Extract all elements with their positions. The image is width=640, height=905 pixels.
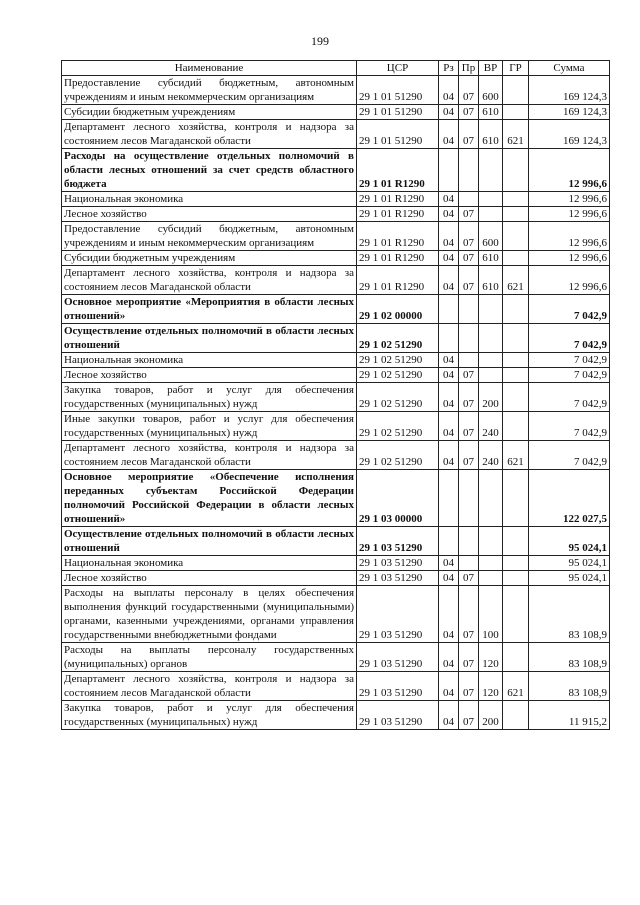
cell-gr: 621 xyxy=(503,441,529,470)
cell-rz xyxy=(439,295,459,324)
table-row xyxy=(62,672,610,701)
cell-name: Лесное хозяйство xyxy=(62,571,357,586)
cell-rz xyxy=(439,527,459,556)
cell-sum: 11 915,2 xyxy=(529,701,610,730)
cell-pr: 07 xyxy=(459,266,479,295)
cell-pr: 07 xyxy=(459,441,479,470)
cell-vr: 120 xyxy=(479,672,503,701)
cell-gr xyxy=(503,527,529,556)
cell-vr xyxy=(479,556,503,571)
cell-rz: 04 xyxy=(439,222,459,251)
cell-rz: 04 xyxy=(439,586,459,643)
cell-sum: 7 042,9 xyxy=(529,324,610,353)
cell-pr: 07 xyxy=(459,586,479,643)
cell-gr xyxy=(503,192,529,207)
cell-name: Национальная экономика xyxy=(62,556,357,571)
table-row xyxy=(62,586,610,643)
table-row xyxy=(62,105,610,120)
cell-vr xyxy=(479,470,503,527)
cell-pr: 07 xyxy=(459,368,479,383)
cell-pr xyxy=(459,149,479,192)
cell-rz: 04 xyxy=(439,412,459,441)
cell-csr: 29 1 01 R1290 xyxy=(357,207,439,222)
table-header-row xyxy=(62,61,610,76)
cell-csr: 29 1 02 51290 xyxy=(357,368,439,383)
cell-gr xyxy=(503,295,529,324)
cell-gr xyxy=(503,222,529,251)
cell-rz: 04 xyxy=(439,383,459,412)
cell-vr: 600 xyxy=(479,76,503,105)
cell-csr: 29 1 03 51290 xyxy=(357,571,439,586)
table-row xyxy=(62,527,610,556)
cell-pr: 07 xyxy=(459,643,479,672)
cell-sum: 95 024,1 xyxy=(529,556,610,571)
cell-gr xyxy=(503,368,529,383)
cell-rz: 04 xyxy=(439,76,459,105)
cell-vr: 610 xyxy=(479,105,503,120)
cell-gr: 621 xyxy=(503,266,529,295)
cell-name: Осуществление отдельных полномочий в области лесных отношений xyxy=(62,324,357,353)
table-row xyxy=(62,571,610,586)
budget-table xyxy=(61,60,610,730)
header-pr: Пр xyxy=(459,61,479,76)
cell-rz: 04 xyxy=(439,207,459,222)
cell-name: Субсидии бюджетным учреждениям xyxy=(62,105,357,120)
cell-csr: 29 1 01 51290 xyxy=(357,120,439,149)
cell-rz xyxy=(439,470,459,527)
header-csr: ЦСР xyxy=(357,61,439,76)
cell-csr: 29 1 03 51290 xyxy=(357,701,439,730)
cell-rz: 04 xyxy=(439,105,459,120)
cell-vr xyxy=(479,368,503,383)
cell-gr xyxy=(503,105,529,120)
cell-rz: 04 xyxy=(439,571,459,586)
cell-gr xyxy=(503,701,529,730)
table-row xyxy=(62,76,610,105)
table-row xyxy=(62,295,610,324)
cell-csr: 29 1 01 51290 xyxy=(357,105,439,120)
cell-name: Закупка товаров, работ и услуг для обеспечения государственных (муниципальных) нужд xyxy=(62,701,357,730)
cell-gr xyxy=(503,556,529,571)
cell-pr xyxy=(459,527,479,556)
cell-gr xyxy=(503,571,529,586)
cell-name: Департамент лесного хозяйства, контроля и надзора за состоянием лесов Магаданской области xyxy=(62,120,357,149)
cell-csr: 29 1 01 R1290 xyxy=(357,266,439,295)
cell-name: Лесное хозяйство xyxy=(62,207,357,222)
table-row xyxy=(62,701,610,730)
cell-sum: 83 108,9 xyxy=(529,586,610,643)
cell-vr xyxy=(479,192,503,207)
table-row xyxy=(62,353,610,368)
cell-csr: 29 1 03 51290 xyxy=(357,527,439,556)
header-vr: ВР xyxy=(479,61,503,76)
cell-name: Осуществление отдельных полномочий в области лесных отношений xyxy=(62,527,357,556)
cell-csr: 29 1 02 51290 xyxy=(357,412,439,441)
cell-sum: 12 996,6 xyxy=(529,251,610,266)
cell-sum: 169 124,3 xyxy=(529,76,610,105)
table-row xyxy=(62,266,610,295)
cell-csr: 29 1 02 51290 xyxy=(357,353,439,368)
cell-pr xyxy=(459,470,479,527)
cell-pr xyxy=(459,556,479,571)
cell-vr xyxy=(479,353,503,368)
cell-sum: 83 108,9 xyxy=(529,672,610,701)
cell-csr: 29 1 03 00000 xyxy=(357,470,439,527)
cell-vr: 240 xyxy=(479,441,503,470)
cell-name: Департамент лесного хозяйства, контроля и надзора за состоянием лесов Магаданской области xyxy=(62,441,357,470)
table-row xyxy=(62,251,610,266)
cell-name: Департамент лесного хозяйства, контроля и надзора за состоянием лесов Магаданской области xyxy=(62,672,357,701)
cell-sum: 7 042,9 xyxy=(529,383,610,412)
cell-vr: 120 xyxy=(479,643,503,672)
cell-csr: 29 1 01 R1290 xyxy=(357,149,439,192)
table-row xyxy=(62,222,610,251)
cell-name: Расходы на осуществление отдельных полномочий в области лесных отношений за счет средств областного бюджета xyxy=(62,149,357,192)
cell-csr: 29 1 03 51290 xyxy=(357,586,439,643)
cell-rz: 04 xyxy=(439,353,459,368)
cell-name: Лесное хозяйство xyxy=(62,368,357,383)
cell-gr xyxy=(503,251,529,266)
table-row xyxy=(62,120,610,149)
cell-vr: 610 xyxy=(479,251,503,266)
cell-rz xyxy=(439,149,459,192)
cell-vr: 610 xyxy=(479,120,503,149)
cell-pr xyxy=(459,324,479,353)
cell-sum: 7 042,9 xyxy=(529,295,610,324)
cell-gr xyxy=(503,412,529,441)
cell-csr: 29 1 02 51290 xyxy=(357,441,439,470)
cell-vr: 600 xyxy=(479,222,503,251)
cell-vr xyxy=(479,571,503,586)
table-row xyxy=(62,149,610,192)
cell-pr: 07 xyxy=(459,120,479,149)
cell-sum: 95 024,1 xyxy=(529,571,610,586)
cell-name: Предоставление субсидий бюджетным, автономным учреждениям и иным некоммерческим организациям xyxy=(62,222,357,251)
cell-pr: 07 xyxy=(459,571,479,586)
cell-sum: 12 996,6 xyxy=(529,192,610,207)
cell-name: Закупка товаров, работ и услуг для обеспечения государственных (муниципальных) нужд xyxy=(62,383,357,412)
cell-name: Основное мероприятие «Обеспечение исполнения переданных субъектам Российской Федерации полномочий Российской Федерации в области лесных отношений» xyxy=(62,470,357,527)
header-sum: Сумма xyxy=(529,61,610,76)
cell-vr xyxy=(479,149,503,192)
cell-sum: 12 996,6 xyxy=(529,207,610,222)
cell-vr: 100 xyxy=(479,586,503,643)
cell-pr: 07 xyxy=(459,701,479,730)
cell-vr xyxy=(479,207,503,222)
cell-vr xyxy=(479,324,503,353)
table-row xyxy=(62,470,610,527)
cell-csr: 29 1 02 51290 xyxy=(357,324,439,353)
cell-vr xyxy=(479,295,503,324)
cell-rz: 04 xyxy=(439,701,459,730)
table-body xyxy=(62,76,610,730)
page-number: 199 xyxy=(311,34,329,48)
cell-sum: 7 042,9 xyxy=(529,441,610,470)
cell-gr xyxy=(503,207,529,222)
cell-gr xyxy=(503,149,529,192)
table-row xyxy=(62,207,610,222)
cell-vr: 240 xyxy=(479,412,503,441)
cell-gr xyxy=(503,643,529,672)
cell-rz: 04 xyxy=(439,441,459,470)
cell-name: Национальная экономика xyxy=(62,353,357,368)
cell-sum: 12 996,6 xyxy=(529,266,610,295)
cell-sum: 169 124,3 xyxy=(529,105,610,120)
cell-sum: 7 042,9 xyxy=(529,353,610,368)
cell-rz xyxy=(439,324,459,353)
cell-csr: 29 1 01 R1290 xyxy=(357,192,439,207)
cell-gr xyxy=(503,586,529,643)
cell-csr: 29 1 03 51290 xyxy=(357,672,439,701)
cell-name: Субсидии бюджетным учреждениям xyxy=(62,251,357,266)
cell-sum: 83 108,9 xyxy=(529,643,610,672)
cell-name: Национальная экономика xyxy=(62,192,357,207)
cell-name: Основное мероприятие «Мероприятия в области лесных отношений» xyxy=(62,295,357,324)
table-row xyxy=(62,441,610,470)
cell-pr xyxy=(459,192,479,207)
table-row xyxy=(62,556,610,571)
table-row xyxy=(62,192,610,207)
cell-name: Департамент лесного хозяйства, контроля и надзора за состоянием лесов Магаданской области xyxy=(62,266,357,295)
cell-pr: 07 xyxy=(459,672,479,701)
cell-sum: 122 027,5 xyxy=(529,470,610,527)
table-row xyxy=(62,368,610,383)
cell-pr: 07 xyxy=(459,383,479,412)
cell-rz: 04 xyxy=(439,672,459,701)
cell-name: Расходы на выплаты персоналу государственных (муниципальных) органов xyxy=(62,643,357,672)
table-row xyxy=(62,412,610,441)
cell-pr: 07 xyxy=(459,207,479,222)
cell-gr xyxy=(503,470,529,527)
cell-name: Предоставление субсидий бюджетным, автономным учреждениям и иным некоммерческим организациям xyxy=(62,76,357,105)
cell-pr: 07 xyxy=(459,222,479,251)
cell-sum: 12 996,6 xyxy=(529,149,610,192)
cell-gr xyxy=(503,76,529,105)
cell-csr: 29 1 01 51290 xyxy=(357,76,439,105)
table-row xyxy=(62,324,610,353)
cell-rz: 04 xyxy=(439,643,459,672)
cell-vr: 200 xyxy=(479,383,503,412)
cell-vr xyxy=(479,527,503,556)
header-name: Наименование xyxy=(62,61,357,76)
cell-rz: 04 xyxy=(439,120,459,149)
cell-csr: 29 1 03 51290 xyxy=(357,556,439,571)
header-rz: Рз xyxy=(439,61,459,76)
cell-name: Иные закупки товаров, работ и услуг для обеспечения государственных (муниципальных) нужд xyxy=(62,412,357,441)
table-row xyxy=(62,383,610,412)
cell-rz: 04 xyxy=(439,192,459,207)
cell-pr: 07 xyxy=(459,105,479,120)
cell-sum: 95 024,1 xyxy=(529,527,610,556)
cell-rz: 04 xyxy=(439,368,459,383)
cell-pr xyxy=(459,295,479,324)
cell-csr: 29 1 01 R1290 xyxy=(357,251,439,266)
cell-gr: 621 xyxy=(503,120,529,149)
cell-vr: 200 xyxy=(479,701,503,730)
cell-gr xyxy=(503,383,529,412)
cell-pr xyxy=(459,353,479,368)
header-gr: ГР xyxy=(503,61,529,76)
cell-pr: 07 xyxy=(459,76,479,105)
cell-sum: 169 124,3 xyxy=(529,120,610,149)
cell-pr: 07 xyxy=(459,251,479,266)
table-row xyxy=(62,643,610,672)
cell-sum: 7 042,9 xyxy=(529,368,610,383)
cell-csr: 29 1 02 00000 xyxy=(357,295,439,324)
cell-csr: 29 1 02 51290 xyxy=(357,383,439,412)
cell-sum: 12 996,6 xyxy=(529,222,610,251)
cell-pr: 07 xyxy=(459,412,479,441)
cell-gr xyxy=(503,353,529,368)
cell-gr: 621 xyxy=(503,672,529,701)
cell-rz: 04 xyxy=(439,266,459,295)
cell-csr: 29 1 03 51290 xyxy=(357,643,439,672)
cell-csr: 29 1 01 R1290 xyxy=(357,222,439,251)
cell-gr xyxy=(503,324,529,353)
cell-vr: 610 xyxy=(479,266,503,295)
cell-sum: 7 042,9 xyxy=(529,412,610,441)
cell-rz: 04 xyxy=(439,556,459,571)
cell-name: Расходы на выплаты персоналу в целях обеспечения выполнения функций государственными (муниципальными) органами, казенными учреждениями, органами управления государственными внебюджетными фондами xyxy=(62,586,357,643)
cell-rz: 04 xyxy=(439,251,459,266)
